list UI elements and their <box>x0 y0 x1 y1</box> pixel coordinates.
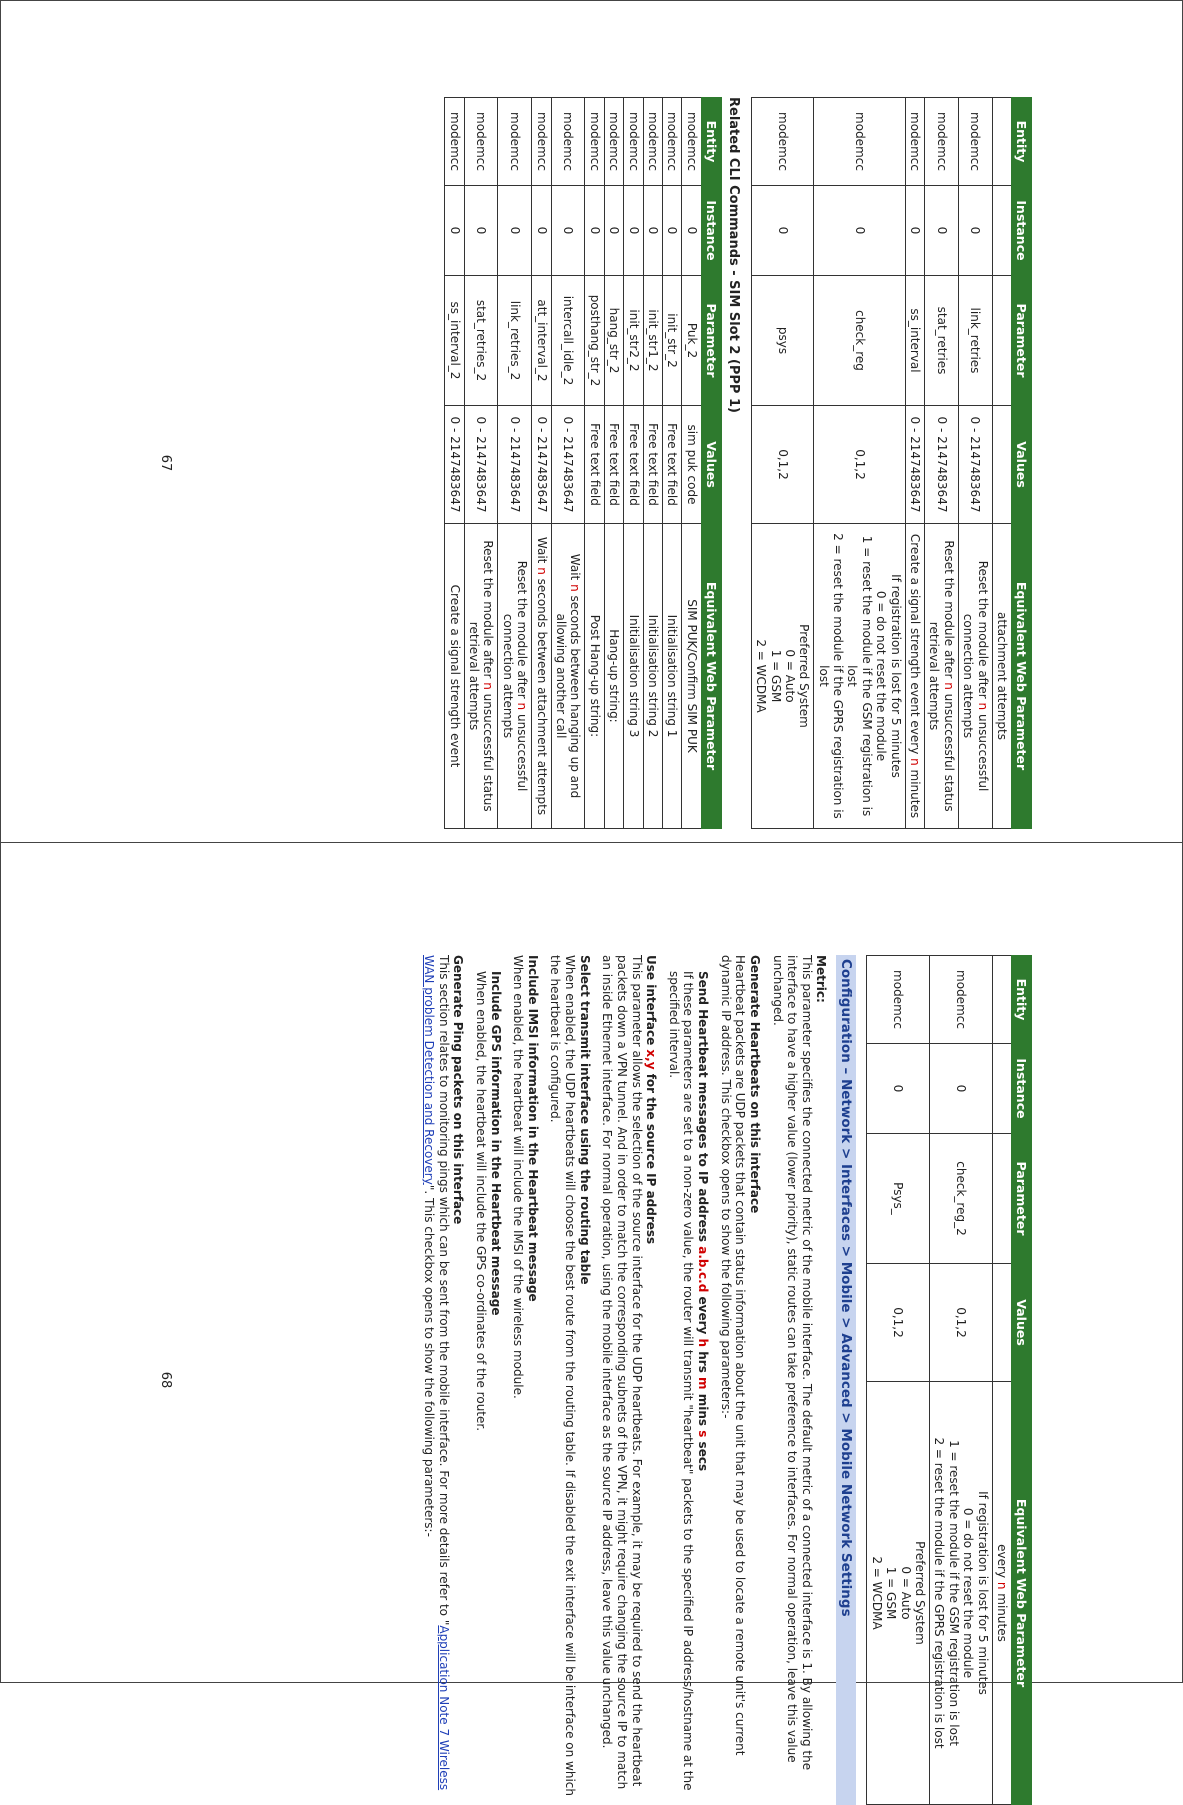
entity-cell: modemcc <box>930 956 993 1044</box>
parameter-cell: check_reg <box>814 276 905 406</box>
table-row <box>498 98 532 829</box>
page-number: 68 <box>158 1371 173 1389</box>
page-number: 67 <box>158 454 173 472</box>
heartbeat-text: Heartbeat packets are UDP packets that contain status information about the unit that may be used to locate a remote unit's current dynamic IP address. This checkbox opens to show the following parameters:- <box>718 955 748 1756</box>
instance-cell: 0 <box>498 186 532 276</box>
entity-cell: modemcc <box>751 98 814 186</box>
use-interface-text: This parameter allows the selection of the source interface for the UDP heartbeats. For example, it may be required to send the heartbeat packets down a VPN tunnel. And in order to match the corresponding subnets of the VPN, it might require changing the source IP to match an inside Ethernet interface. For normal operation, using the mobile interface as the source IP address, leave this value unchanged. <box>600 955 644 1790</box>
instance-cell: 0 <box>867 1044 930 1134</box>
entity-cell: modemcc <box>867 956 930 1044</box>
header-values: Values <box>1012 1264 1032 1382</box>
parameter-cell: init_str2_2 <box>624 276 643 406</box>
parameter-cell: psys <box>751 276 814 406</box>
metric-text: This parameter specifies the connected metric of the mobile interface. The default metric of a connected interface is 1. By allowing the interface to have a higher value (lower priority), static routes can take preference to interfaces. For normal operation, leave this value unchanged. <box>770 955 814 1771</box>
entity-cell: modemcc <box>464 98 498 186</box>
web-parameter-cell: every n minutes <box>992 1382 1011 1805</box>
header-instance: Instance <box>1012 1044 1032 1134</box>
header-instance: Instance <box>1012 186 1032 276</box>
table-row <box>867 956 930 1805</box>
table-row <box>751 98 814 829</box>
ping-text: This section relates to monitoring pings which can be sent from the mobile interface. For more details refer to "Application Note 7 Wireless WAN problem Detection and Recovery". This checkbox opens to show the following parameters:- <box>422 955 451 1791</box>
values-cell: 0 - 2147483647 <box>925 406 959 524</box>
web-parameter-cell: Post Hang-up string: <box>585 524 604 829</box>
web-parameter-cell: Create a signal strength event every n minutes <box>905 524 924 829</box>
table-row <box>958 98 992 829</box>
entity-cell: modemcc <box>662 98 681 186</box>
imsi-title: Include IMSI information in the Heartbeat message <box>525 955 540 1302</box>
table-header-row <box>1012 98 1032 829</box>
sim-slot-2-table <box>444 97 721 829</box>
instance-cell: 0 <box>905 186 924 276</box>
entity-cell: modemcc <box>905 98 924 186</box>
parameter-cell: att_interval_2 <box>532 276 551 406</box>
values-cell: Free text field <box>662 406 681 524</box>
instance-cell: 0 <box>662 186 681 276</box>
table-row <box>662 98 681 829</box>
instance-cell: 0 <box>958 186 992 276</box>
gps-section <box>473 971 502 1805</box>
entity-cell: modemcc <box>682 98 701 186</box>
web-parameter-cell: Hang-up string: <box>604 524 623 829</box>
select-transmit-section <box>548 955 592 1805</box>
parameter-cell: Psys_ <box>867 1134 930 1264</box>
table-row <box>992 956 1011 1805</box>
values-cell: 0 - 2147483647 <box>464 406 498 524</box>
values-cell: sim puk code <box>682 406 701 524</box>
metric-title: Metric: <box>814 955 829 1003</box>
web-parameter-cell: If registration is lost for 5 minutes 0 = do not reset the module 1 = reset the module if the GSM registration is lost 2 = reset the module if the GPRS registration is lost <box>814 524 905 829</box>
imsi-section <box>511 955 540 1805</box>
parameter-cell: ss_interval <box>905 276 924 406</box>
instance-cell: 0 <box>604 186 623 276</box>
web-parameter-cell: Create a signal strength event <box>445 524 464 829</box>
instance-cell: 0 <box>445 186 464 276</box>
heartbeat-title: Generate Heartbeats on this interface <box>747 955 762 1214</box>
table-header-row <box>1012 956 1032 1805</box>
instance-cell: 0 <box>751 186 814 276</box>
values-cell: 0 - 2147483647 <box>498 406 532 524</box>
web-parameter-cell: SIM PUK/Confirm SIM PUK <box>682 524 701 829</box>
table-row <box>464 98 498 829</box>
table-row <box>624 98 643 829</box>
send-heartbeat-title: Send Heartbeat messages to IP address a.b.c.d every h hrs m mins s secs <box>696 971 711 1472</box>
entity-cell: modemcc <box>498 98 532 186</box>
gps-title: Include GPS information in the Heartbeat message <box>488 971 503 1316</box>
entity-cell: modemcc <box>604 98 623 186</box>
send-heartbeat-text: If these parameters are set to a non-zero value, the router will transmit "heartbeat" packets to the specified IP address/hostname at the specified interval. <box>666 971 696 1791</box>
table-row <box>604 98 623 829</box>
header-entity: Entity <box>1012 956 1032 1044</box>
table-row <box>814 98 905 829</box>
parameter-cell: link_retries <box>958 276 992 406</box>
values-cell: Free text field <box>585 406 604 524</box>
instance-cell: 0 <box>551 186 585 276</box>
entity-cell: modemcc <box>925 98 959 186</box>
values-cell: 0 - 2147483647 <box>445 406 464 524</box>
application-note-link[interactable]: Application Note 7 Wireless WAN problem Detection and Recovery <box>422 955 451 1791</box>
header-values: Values <box>1012 406 1032 524</box>
table-row <box>551 98 585 829</box>
parameter-cell: check_reg_2 <box>930 1134 993 1264</box>
header-web-parameter: Equivalent Web Parameter <box>1012 524 1032 829</box>
header-entity: Entity <box>701 98 721 186</box>
page-68 <box>158 955 1032 1805</box>
table-row <box>930 956 993 1805</box>
parameter-cell: intercall_idle_2 <box>551 276 585 406</box>
metric-section <box>770 955 829 1805</box>
table-row <box>532 98 551 829</box>
imsi-text: When enabled, the heartbeat will include the IMSI of the wireless module. <box>511 955 526 1399</box>
values-cell: 0 - 2147483647 <box>551 406 585 524</box>
parameter-cell: hang_str_2 <box>604 276 623 406</box>
web-parameter-cell: Wait n seconds between attachment attempts <box>532 524 551 829</box>
values-cell: 0,1,2 <box>751 406 814 524</box>
instance-cell: 0 <box>624 186 643 276</box>
select-transmit-text: When enabled, the UDP heartbeats will choose the best route from the routing table. If disabled the exit interface will be interface on which the heartbeat is configured. <box>548 955 578 1796</box>
use-interface-section <box>600 955 659 1805</box>
table-row <box>585 98 604 829</box>
entity-cell: modemcc <box>958 98 992 186</box>
table-row <box>643 98 662 829</box>
parameter-cell: ss_interval_2 <box>445 276 464 406</box>
header-values: Values <box>701 406 721 524</box>
header-entity: Entity <box>1012 98 1032 186</box>
instance-cell: 0 <box>585 186 604 276</box>
web-parameter-cell: Wait n seconds between hanging up and allowing another call <box>551 524 585 829</box>
instance-cell: 0 <box>464 186 498 276</box>
entity-cell: modemcc <box>814 98 905 186</box>
header-instance: Instance <box>701 186 721 276</box>
table-header-row <box>701 98 721 829</box>
entity-cell: modemcc <box>445 98 464 186</box>
web-parameter-cell: Reset the module after n unsuccessful status retrieval attempts <box>464 524 498 829</box>
page-67 <box>158 97 1032 829</box>
parameter-cell: stat_retries <box>925 276 959 406</box>
web-parameter-cell: If registration is lost for 5 minutes 0 = do not reset the module 1 = reset the module if the GSM registration is lost 2 = reset the module if the GPRS registration is lost <box>930 1382 993 1805</box>
modem-parameters-table <box>751 97 1032 829</box>
parameter-cell: stat_retries_2 <box>464 276 498 406</box>
psys-parameters-table <box>866 955 1032 1805</box>
use-interface-title: Use interface x,y for the source IP address <box>644 955 659 1245</box>
table-row <box>905 98 924 829</box>
web-parameter-cell: attachment attempts <box>992 524 1011 829</box>
entity-cell: modemcc <box>643 98 662 186</box>
values-cell: 0,1,2 <box>814 406 905 524</box>
entity-cell: modemcc <box>585 98 604 186</box>
header-parameter: Parameter <box>701 276 721 406</box>
instance-cell: 0 <box>532 186 551 276</box>
header-parameter: Parameter <box>1012 1134 1032 1264</box>
parameter-cell: init_str1_2 <box>643 276 662 406</box>
entity-cell: modemcc <box>532 98 551 186</box>
instance-cell: 0 <box>682 186 701 276</box>
parameter-cell: posthang_str_2 <box>585 276 604 406</box>
web-parameter-cell: Reset the module after n unsuccessful connection attempts <box>498 524 532 829</box>
select-transmit-title: Select transmit interface using the routing table <box>577 955 592 1285</box>
table-row <box>925 98 959 829</box>
values-cell: 0 - 2147483647 <box>958 406 992 524</box>
values-cell: 0 - 2147483647 <box>905 406 924 524</box>
web-parameter-cell: Reset the module after n unsuccessful status retrieval attempts <box>925 524 959 829</box>
table-row <box>445 98 464 829</box>
values-cell: Free text field <box>604 406 623 524</box>
header-web-parameter: Equivalent Web Parameter <box>701 524 721 829</box>
values-cell: 0,1,2 <box>867 1264 930 1382</box>
ping-section <box>421 955 465 1805</box>
instance-cell: 0 <box>925 186 959 276</box>
instance-cell: 0 <box>814 186 905 276</box>
web-parameter-cell: Initialisation string 1 <box>662 524 681 829</box>
values-cell: 0,1,2 <box>930 1264 993 1382</box>
header-parameter: Parameter <box>1012 276 1032 406</box>
values-cell: Free text field <box>624 406 643 524</box>
related-cli-title: Related CLI Commands - SIM Slot 2 (PPP 1) <box>725 97 741 413</box>
ping-title: Generate Ping packets on this interface <box>451 955 466 1225</box>
gps-text: When enabled, the heartbeat will include the GPS co-ordinates of the router. <box>473 971 488 1432</box>
web-parameter-cell: Preferred System 0 = Auto 1 = GSM 2 = WCDMA <box>751 524 814 829</box>
heartbeat-section <box>718 955 762 1805</box>
table-row <box>992 98 1011 829</box>
entity-cell: modemcc <box>551 98 585 186</box>
table-row <box>682 98 701 829</box>
web-parameter-cell: Initialisation string 2 <box>643 524 662 829</box>
send-heartbeat-section <box>666 971 710 1805</box>
instance-cell: 0 <box>930 1044 993 1134</box>
section-heading-bar: Configuration – Network > Interfaces > Mobile > Advanced > Mobile Network Settings <box>836 955 856 1805</box>
values-cell: 0 - 2147483647 <box>532 406 551 524</box>
web-parameter-cell: Reset the module after n unsuccessful connection attempts <box>958 524 992 829</box>
header-web-parameter: Equivalent Web Parameter <box>1012 1382 1032 1805</box>
parameter-cell: link_retries_2 <box>498 276 532 406</box>
instance-cell: 0 <box>643 186 662 276</box>
parameter-cell: init_str_2 <box>662 276 681 406</box>
web-parameter-cell: Initialisation string 3 <box>624 524 643 829</box>
parameter-cell: Puk_2 <box>682 276 701 406</box>
entity-cell: modemcc <box>624 98 643 186</box>
web-parameter-cell: Preferred System 0 = Auto 1 = GSM 2 = WCDMA <box>867 1382 930 1805</box>
values-cell: Free text field <box>643 406 662 524</box>
